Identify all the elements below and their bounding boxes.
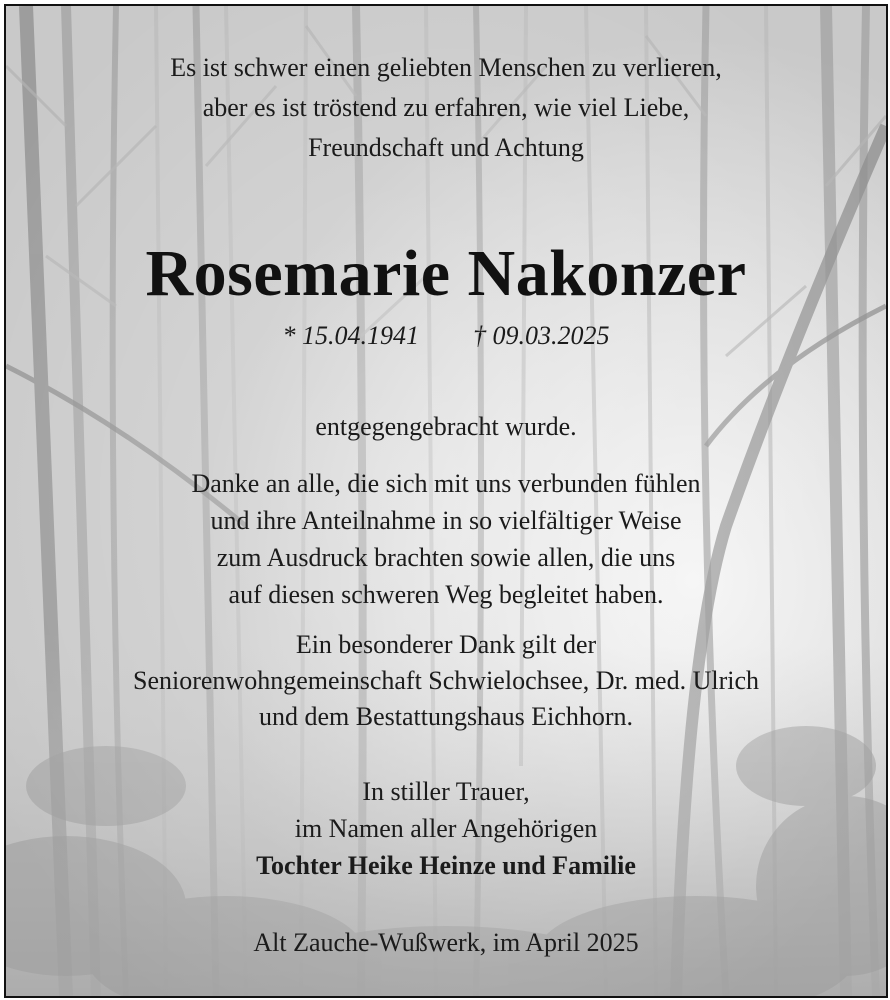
special-thanks-paragraph	[6, 627, 886, 735]
obituary-notice	[4, 4, 888, 998]
deceased-name: Rosemarie Nakonzer	[145, 237, 747, 310]
special-thanks-line: und dem Bestattungshaus Eichhorn.	[258, 702, 634, 731]
verse	[6, 48, 886, 168]
birth-date: * 15.04.1941	[282, 321, 419, 350]
verse-continuation: entgegengebracht wurde.	[315, 412, 577, 441]
verse-line: Freundschaft und Achtung	[308, 133, 584, 162]
mourning-line: In stiller Trauer,	[362, 777, 530, 806]
life-dates	[6, 318, 886, 354]
thanks-line: Danke an alle, die sich mit uns verbunden fühlen	[191, 469, 701, 498]
mourning-line: im Namen aller Angehörigen	[294, 814, 598, 843]
verse-line: Es ist schwer einen geliebten Menschen zu verlieren,	[170, 53, 722, 82]
thanks-line: und ihre Anteilnahme in so vielfältiger Weise	[210, 506, 682, 535]
place-and-date: Alt Zauche-Wußwerk, im April 2025	[253, 928, 639, 957]
mourners-signature: Tochter Heike Heinze und Familie	[256, 851, 636, 880]
death-date: † 09.03.2025	[473, 321, 610, 350]
verse-line: aber es ist tröstend zu erfahren, wie viel Liebe,	[202, 93, 690, 122]
mourning-block	[6, 773, 886, 884]
thanks-line: auf diesen schweren Weg begleitet haben.	[228, 580, 664, 609]
special-thanks-line: Seniorenwohngemeinschaft Schwielochsee, Dr. med. Ulrich	[133, 666, 759, 695]
special-thanks-line: Ein besonderer Dank gilt der	[295, 630, 597, 659]
thanks-line: zum Ausdruck brachten sowie allen, die uns	[216, 543, 676, 572]
thanks-paragraph	[6, 465, 886, 613]
